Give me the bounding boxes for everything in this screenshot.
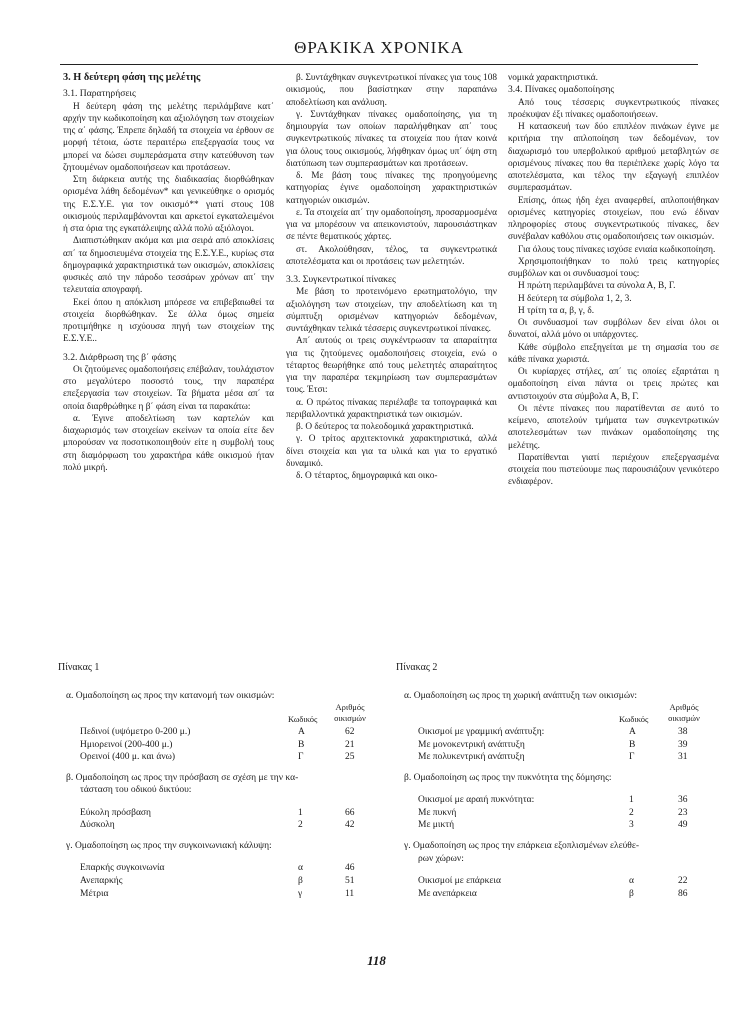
row-count: 25 bbox=[345, 752, 355, 763]
count-column-header bbox=[654, 702, 714, 724]
table-row bbox=[396, 807, 716, 820]
row-count: 42 bbox=[345, 820, 355, 831]
paragraph: Η δεύτερη φάση της μελέτης περιλάμβανε κατ΄ αρχήν την κωδικοποίηση και αξιολόγηση των στοιχείων της α΄ φάσης. Έπρεπε δηλαδή τα στοιχεία να έρθουν σε μορφή τέτοια, ώστε περαιτέρω επεξεργασία τους να μπορεί να δώσει συμπεράσματα στην κατεύθυνση των ζητουμένων ομαδοποιήσεων και προτάσεων. bbox=[63, 101, 274, 173]
paragraph: Διαπιστώθηκαν ακόμα και μια σειρά από αποκλίσεις απ΄ τα δημοσιευμένα στοιχεία της Ε.Σ.Υ.Ε., κυρίως στα δημογραφικά χαρακτηριστικά των οικισμών, αποκλίσεις φυσικές από την πάροδο τεσσάρων χρόνων απ΄ την τελευταία απογραφή. bbox=[63, 236, 274, 296]
table-header bbox=[396, 702, 716, 726]
paragraph: Η πρώτη περιλαμβάνει τα σύνολα Α, Β, Γ. bbox=[518, 281, 676, 292]
paragraph: Οι συνδυασμοί των συμβόλων δεν είναι όλοι οι δυνατοί, αλλά μόνο οι υπάρχοντες. bbox=[508, 318, 719, 341]
count-header-line: Αριθμός bbox=[669, 702, 699, 712]
paragraph: δ. Με βάση τους πίνακες της προηγούμενης κατηγορίας έγινε ομαδοποίηση χαρακτηριστικών κατηγοριών οικισμών. bbox=[286, 171, 497, 206]
paragraph: Η τρίτη τα α, β, γ, δ. bbox=[518, 305, 595, 316]
section-title bbox=[396, 772, 716, 785]
table-section bbox=[58, 840, 378, 900]
paragraph: Οι ζητούμενες ομαδοποιήσεις επέβαλαν, τουλάχιστον στο μεγαλύτερο ποσοστό τους, την παραπέρα επεξεργασία των στοιχείων. Τα βήματα μέσα απ΄ τα οποία διαρθρώθηκε η β΄ φάση είναι τα παρακάτω: bbox=[63, 364, 274, 412]
section-title-line: α. Ομαδοποίηση ως προς τη χωρική ανάπτυξη των οικισμών: bbox=[404, 690, 638, 701]
table-header bbox=[58, 702, 378, 726]
row-count: 46 bbox=[345, 863, 355, 874]
paragraph: Παρατίθενται γιατί περιέχουν επεξεργασμένα στοιχεία που πιστεύουμε πως παρουσιάζουν γενικότερο ενδιαφέρον. bbox=[508, 452, 719, 488]
text-column-3 bbox=[508, 72, 719, 489]
row-code: Γ bbox=[629, 752, 635, 763]
row-code: 2 bbox=[629, 807, 634, 818]
paragraph: Για όλους τους πίνακες ισχύσε ενιαία κωδικοποίηση. bbox=[518, 244, 716, 255]
paragraph: στ. Ακολούθησαν, τέλος, τα συγκεντρωτικά αποτελέσματα και οι προτάσεις των μελετητών. bbox=[286, 244, 497, 267]
row-label: Με μικτή bbox=[418, 820, 455, 831]
table-section bbox=[396, 690, 716, 764]
row-label: Οικισμοί με αραιή πυκνότητα: bbox=[418, 795, 535, 806]
row-count: 86 bbox=[678, 888, 688, 899]
paragraph: δ. Ο τέταρτος, δημογραφικά και οικο- bbox=[296, 471, 438, 481]
paragraph: Επίσης, όπως ήδη έχει αναφερθεί, απλοποιήθηκαν ορισμένες κατηγορίες στοιχείων, που ενώ έδιναν πληροφορίες στους συγκεντρωτικούς πίνακες, δεν συνέβαλαν καθόλου στις ομαδοποιήσεις των οικισμών. bbox=[508, 195, 719, 243]
row-label: Οικισμοί με γραμμική ανάπτυξη: bbox=[418, 727, 545, 737]
text-column-2 bbox=[286, 72, 497, 482]
row-code: Γ bbox=[298, 752, 304, 763]
row-code: 1 bbox=[298, 807, 303, 818]
count-header-line: Αριθμός bbox=[335, 702, 365, 712]
paragraph: α. Ο πρώτος πίνακας περιέλαβε τα τοπογραφικά και περιβαλλοντικά χαρακτηριστικά των οικισμών. bbox=[286, 397, 497, 420]
text-column-1 bbox=[63, 72, 274, 474]
row-count: 49 bbox=[678, 820, 688, 831]
row-count: 38 bbox=[678, 727, 688, 737]
section-title bbox=[58, 772, 378, 797]
section-title-line: β. Ομαδοποίηση ως προς την πυκνότητα της δόμησης: bbox=[404, 772, 612, 783]
paragraph: Η δεύτερη τα σύμβολα 1, 2, 3. bbox=[518, 293, 632, 304]
table-row bbox=[58, 726, 378, 739]
table-row bbox=[58, 875, 378, 888]
code-column-header: Κωδικός bbox=[619, 714, 649, 724]
paragraph: Από τους τέσσερις συγκεντρωτικούς πίνακες προέκυψαν έξι πίνακες ομαδοποιήσεων. bbox=[508, 97, 719, 120]
paragraph: Οι πέντε πίνακες που παρατίθενται σε αυτό το κείμενο, αποτελούν τμήματα των συγκεντρωτικών αποτελεσμάτων των πινάκων ομαδοποίησης της μελέτης. bbox=[508, 403, 719, 451]
row-label: Με μονοκεντρική ανάπτυξη bbox=[418, 739, 525, 750]
subsection-heading: 3.2. Διάρθρωση της β΄ φάσης bbox=[63, 351, 177, 363]
section-spacer bbox=[396, 784, 716, 794]
table-row bbox=[396, 751, 716, 764]
paragraph: Κάθε σύμβολο επεξηγείται με τη σημασία του σε κάθε πίνακα χωριστά. bbox=[508, 342, 719, 365]
table-section bbox=[396, 772, 716, 832]
paragraph: νομικά χαρακτηριστικά. bbox=[508, 73, 598, 83]
count-column-header bbox=[320, 702, 380, 724]
paragraph: α. Έγινε αποδελτίωση των καρτελών και διαχωρισμός των στοιχείων εκείνων τα οποία είτε δεν μπορούσαν να ποσοτικοποιηθούν είτε η συμβολή τους στη διαμόρφωση του χαρακτήρα κάθε οικισμού ήταν πολύ μικρή. bbox=[63, 413, 274, 473]
section-title-line: β. Ομαδοποίηση ως προς την πρόσβαση σε σχέση με την κα- bbox=[66, 772, 299, 783]
row-count: 22 bbox=[678, 876, 688, 887]
table-title: Πίνακας 1 bbox=[58, 662, 100, 673]
section-title-line: ρων χώρων: bbox=[418, 853, 464, 864]
row-label: Εύκολη πρόσβαση bbox=[80, 807, 152, 818]
table-row bbox=[58, 807, 378, 820]
row-count: 21 bbox=[345, 739, 355, 750]
paragraph: ε. Τα στοιχεία απ΄ την ομαδοποίηση, προσαρμοσμένα για να μπορέσουν να απεικονιστούν, παρουσιάστηκαν σε πέντε θεματικούς χάρτες. bbox=[286, 207, 497, 243]
table-row bbox=[396, 819, 716, 832]
row-label: Με ανεπάρκεια bbox=[418, 888, 477, 899]
paragraph: β. Συντάχθηκαν συγκεντρωτικοί πίνακες για τους 108 οικισμούς, που βασίστηκαν στην παραπάνω αποδελτίωση και ανάλυση. bbox=[286, 73, 497, 108]
row-label: Πεδινοί (υψόμετρο 0-200 μ.) bbox=[80, 727, 191, 737]
row-code: Α bbox=[629, 727, 636, 737]
row-count: 66 bbox=[345, 807, 355, 818]
paragraph: Απ΄ αυτούς οι τρεις συγκέντρωσαν τα απαραίτητα για τις ζητούμενες ομαδοποιήσεις στοιχεία, ενώ ο τέταρτος θεωρήθηκε από τους μελετητές απαραίτητος για την παραπέρα τεκμηρίωση των συμπερασμάτων τους. Έτσι: bbox=[286, 336, 497, 396]
row-label: Ημιορεινοί (200-400 μ.) bbox=[80, 739, 173, 750]
row-code: Β bbox=[298, 739, 305, 750]
row-label: Μέτρια bbox=[80, 888, 109, 899]
row-code: β bbox=[298, 876, 303, 887]
row-label: Ανεπαρκής bbox=[80, 876, 123, 887]
section-title-line: γ. Ομαδοποίηση ως προς την συγκοινωνιακή κάλυψη: bbox=[66, 840, 272, 851]
table-2 bbox=[396, 662, 716, 900]
row-code: β bbox=[629, 888, 634, 899]
row-code: α bbox=[298, 863, 303, 874]
table-row bbox=[58, 751, 378, 764]
section-title-line: γ. Ομαδοποίηση ως προς την επάρκεια εξοπλισμένων ελεύθε- bbox=[404, 841, 639, 852]
paragraph: γ. Ο τρίτος αρχιτεκτονικά χαρακτηριστικά, αλλά δίνει στοιχεία και για τα υλικά και για το εργατικό δυναμικό. bbox=[286, 434, 497, 469]
row-code: 3 bbox=[629, 820, 634, 831]
page-number: 118 bbox=[367, 953, 386, 968]
section-spacer bbox=[396, 865, 716, 875]
row-count: 62 bbox=[345, 727, 355, 737]
paragraph: β. Ο δεύτερος τα πολεοδομικά χαρακτηριστικά. bbox=[296, 422, 474, 432]
row-label: Δύσκολη bbox=[80, 820, 115, 831]
table-row bbox=[396, 875, 716, 888]
table-section bbox=[58, 772, 378, 832]
row-code: α bbox=[629, 876, 634, 887]
row-code: Β bbox=[629, 739, 636, 750]
section-title-line: α. Ομαδοποίηση ως προς την κατανομή των οικισμών: bbox=[66, 690, 275, 701]
row-label: Με πολυκεντρική ανάπτυξη bbox=[418, 752, 525, 763]
running-header bbox=[60, 38, 698, 65]
section-title bbox=[58, 840, 378, 853]
code-column-header: Κωδικός bbox=[288, 714, 318, 724]
row-code: Α bbox=[298, 727, 305, 737]
row-label: Οικισμοί με επάρκεια bbox=[418, 876, 501, 887]
row-code: γ bbox=[298, 888, 303, 899]
paragraph: Οι κυρίαρχες στήλες, απ΄ τις οποίες εξαρτάται η ομαδοποίηση είναι πάντα οι τρεις πρώτες και αντιστοιχούν στα σύμβολα Α, Β, Γ. bbox=[508, 367, 719, 402]
table-row bbox=[396, 888, 716, 901]
row-count: 23 bbox=[678, 807, 688, 818]
paragraph: Η κατασκευή των δύο επιπλέον πινάκων έγινε με κριτήρια την απλοποίηση των δεδομένων, τον διαχωρισμό του υπερβολικού αριθμού μεταβλητών σε ορισμένους πίνακες που θα περιέπλεκε χωρίς λόγο τα αποτελέσματα, και τέλος την εξαγωγή επιπλέον συμπερασμάτων. bbox=[508, 122, 719, 194]
table-row bbox=[58, 888, 378, 901]
row-count: 36 bbox=[678, 795, 688, 806]
row-code: 2 bbox=[298, 820, 303, 831]
section-title-line: τάσταση του οδικού δικτύου: bbox=[80, 785, 192, 796]
row-count: 31 bbox=[678, 752, 688, 763]
table-title: Πίνακας 2 bbox=[396, 662, 438, 673]
subsection-heading: 3.3. Συγκεντρωτικοί πίνακες bbox=[286, 274, 396, 285]
count-header-line: οικισμών bbox=[334, 713, 366, 723]
table-section bbox=[396, 840, 716, 900]
row-count: 51 bbox=[345, 876, 355, 887]
section-title bbox=[58, 690, 378, 703]
table-row bbox=[58, 819, 378, 832]
paragraph: Εκεί όπου η απόκλιση μπόρεσε να επιβεβαιωθεί τα στοιχεία διορθώθηκαν. Σε άλλα όμως σημεία προτιμήθηκε η ισχύουσα πηγή των στοιχείων της Ε.Σ.Υ.Ε.. bbox=[63, 297, 274, 345]
section-title bbox=[396, 690, 716, 703]
table-row bbox=[58, 739, 378, 752]
row-count: 11 bbox=[345, 888, 355, 899]
table-row bbox=[396, 794, 716, 807]
section-heading: 3. Η δεύτερη φάση της μελέτης bbox=[63, 72, 201, 83]
table-row bbox=[58, 862, 378, 875]
paragraph: Στη διάρκεια αυτής της διαδικασίας διορθώθηκαν ορισμένα λάθη δεδομένων* και γενικεύθηκε ο ορισμός της Ε.Σ.Υ.Ε. για τον οικισμό** γιατί στους 108 οικισμούς περιλαμβάνονται και αρκετοί εγκαταλειμένοι ή στα όρια της εγκατάλειψης αλλά πολύ αξιόλογοι. bbox=[63, 175, 274, 234]
count-header-line: οικισμών bbox=[668, 713, 700, 723]
paragraph: γ. Συντάχθηκαν πίνακες ομαδοποίησης, για τη δημιουργία των οποίων παραλήφθηκαν απ΄ τους συγκεντρωτικούς πίνακες τα στοιχεία που ήταν κοινά για όλους τους οικισμούς, λήφθηκαν όμως υπ΄ όψη στη διατύπωση των συμπερασμάτων και προτάσεων. bbox=[286, 109, 497, 169]
row-label: Με πυκνή bbox=[418, 807, 457, 818]
section-spacer bbox=[58, 852, 378, 862]
row-count: 39 bbox=[678, 739, 688, 750]
row-label: Επαρκής συγκοινωνία bbox=[80, 863, 165, 874]
row-label: Ορεινοί (400 μ. και άνω) bbox=[80, 752, 176, 763]
subsection-heading: 3.4. Πίνακες ομαδοποίησης bbox=[508, 84, 615, 96]
table-1 bbox=[58, 662, 378, 900]
subsection-heading: 3.1. Παρατηρήσεις bbox=[63, 88, 136, 100]
table-section bbox=[58, 690, 378, 764]
section-title bbox=[396, 840, 716, 865]
row-code: 1 bbox=[629, 795, 634, 806]
table-row bbox=[396, 739, 716, 752]
paragraph: Με βάση το προτεινόμενο ερωτηματολόγιο, την αξιολόγηση των στοιχείων, την αποδελτίωση και τη σύμπτυξη ορισμένων κατηγοριών δεδομένων, συντάχθηκαν τελικά τέσσερις συγκεντρωτικοί πίνακες. bbox=[286, 287, 497, 334]
section-spacer bbox=[58, 797, 378, 807]
journal-title: ΘΡΑΚΙΚΑ ΧΡΟΝΙΚΑ bbox=[294, 38, 464, 57]
paragraph: Χρησιμοποιήθηκαν το πολύ τρεις κατηγορίες συμβόλων και οι συνδυασμοί τους: bbox=[508, 256, 719, 279]
table-row bbox=[396, 726, 716, 739]
